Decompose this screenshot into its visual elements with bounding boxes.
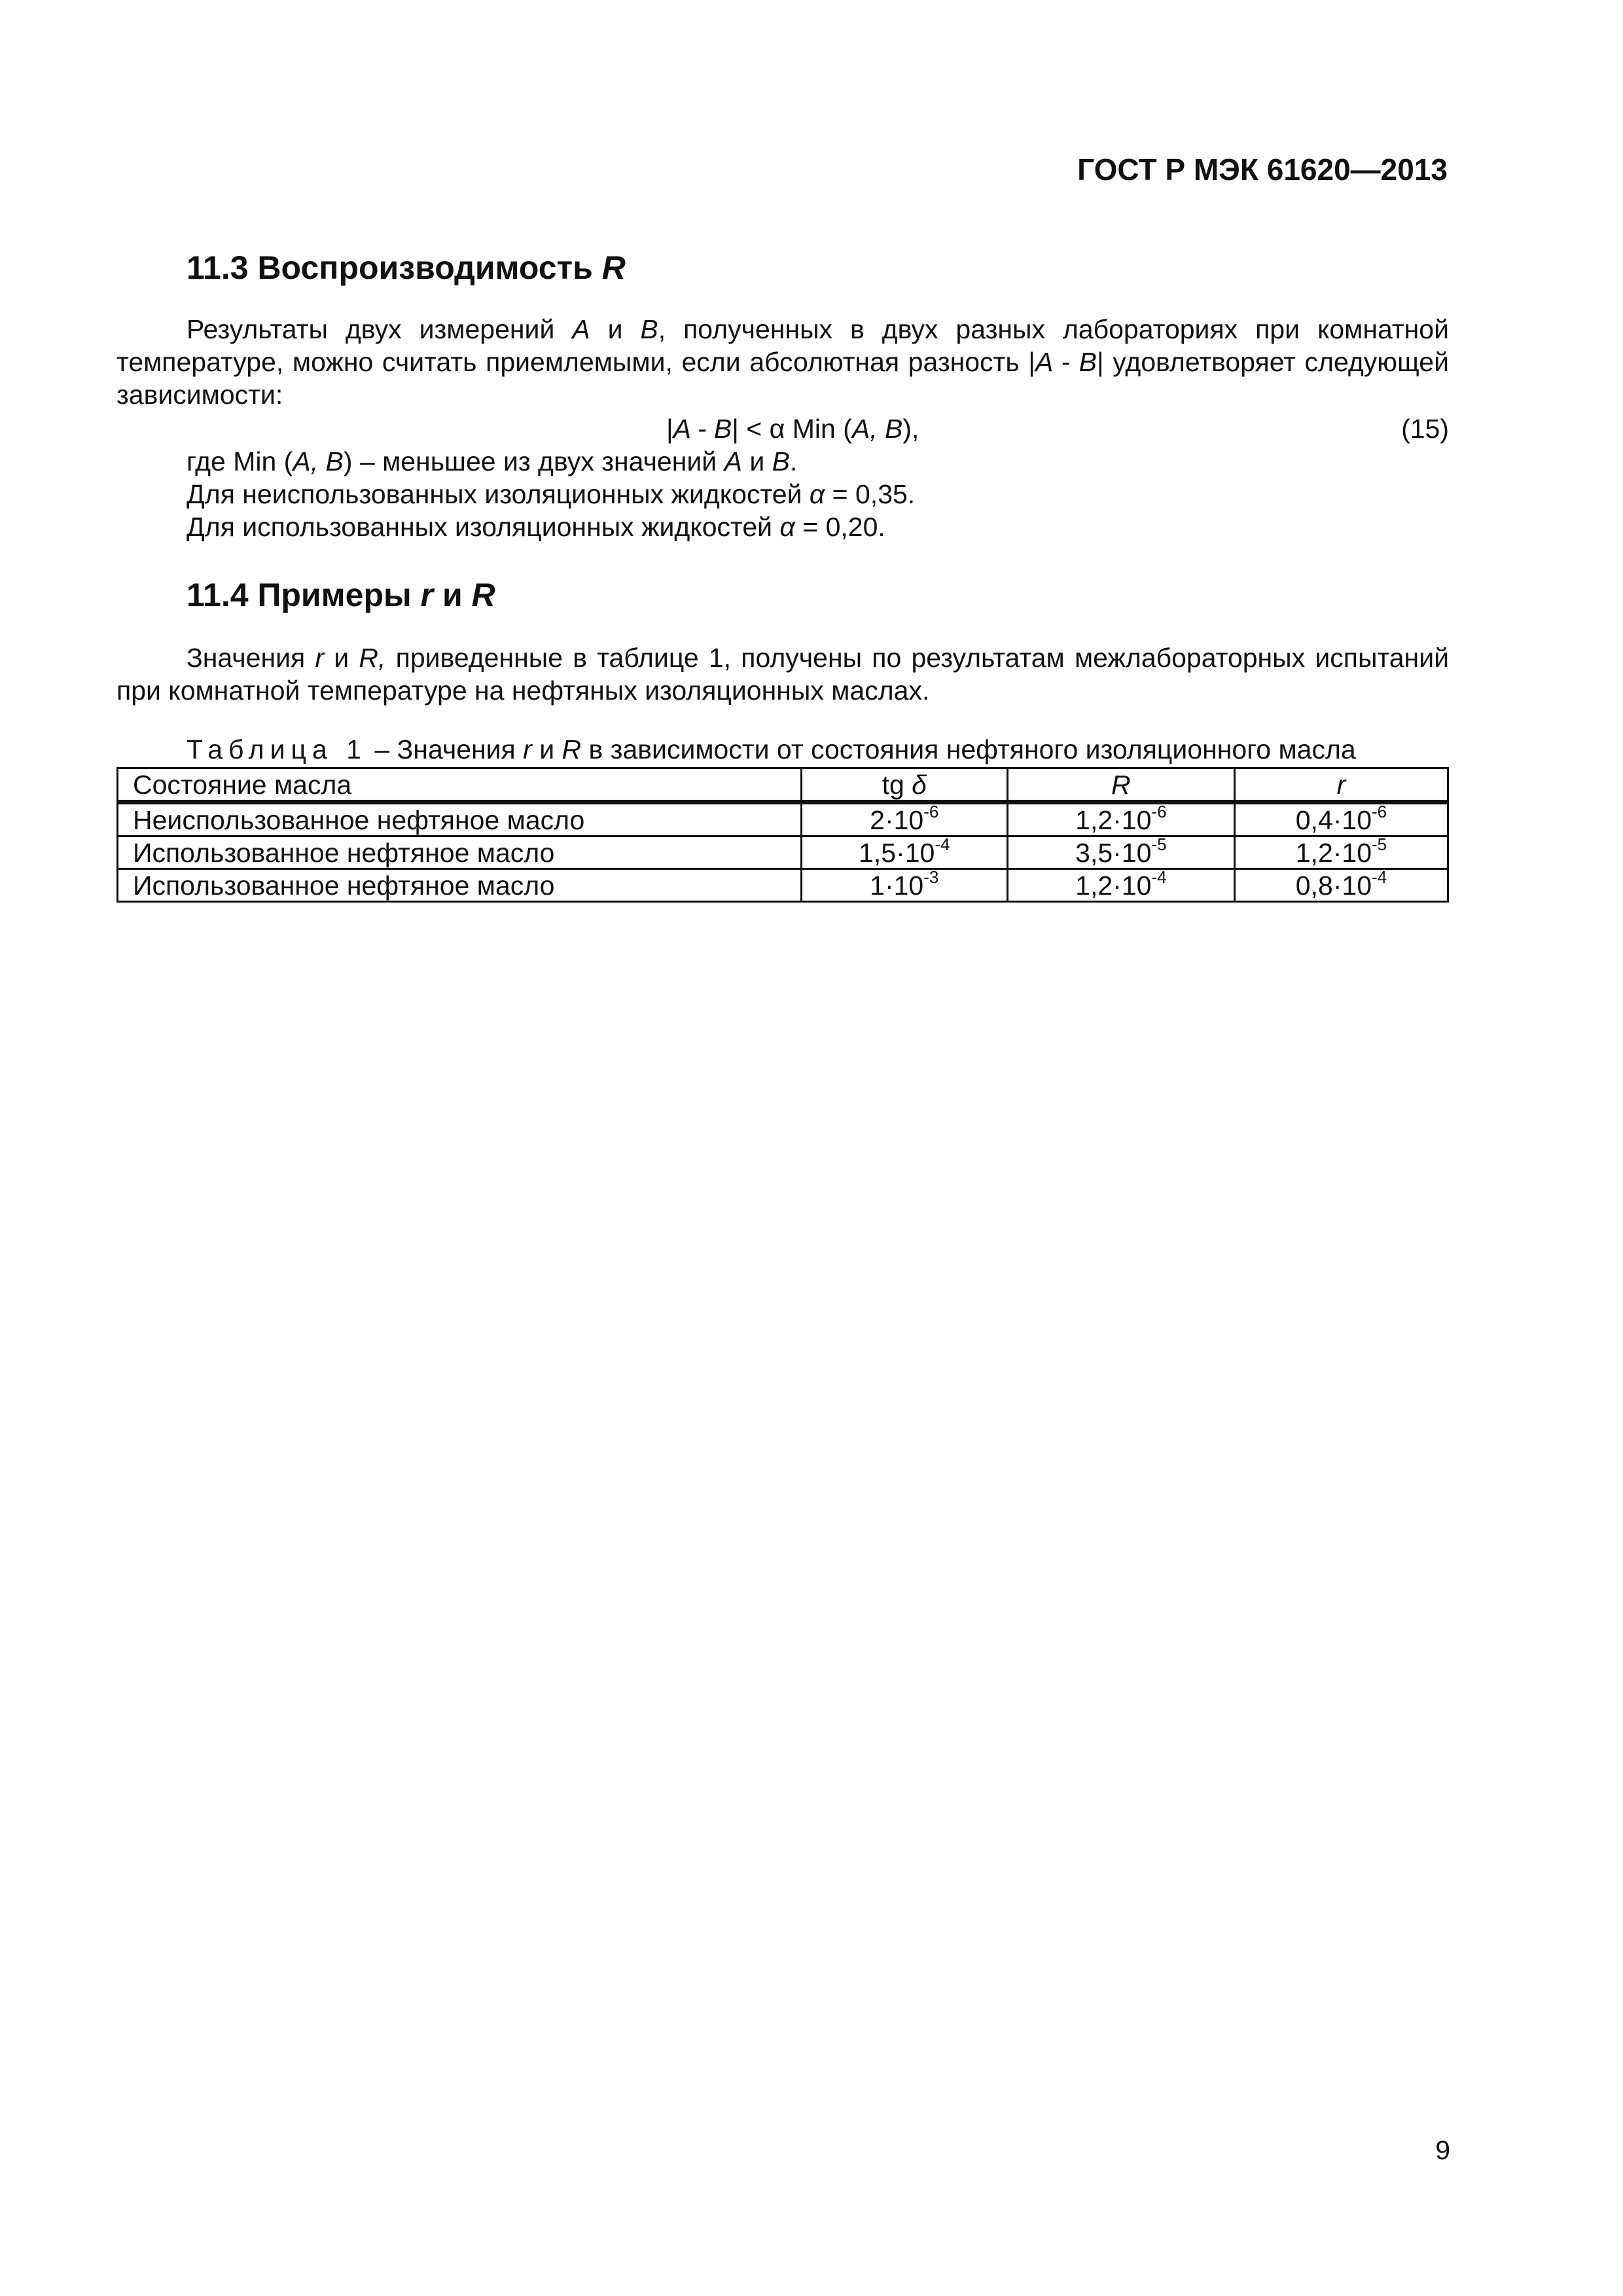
header-tg-delta: tg δ: [801, 768, 1007, 802]
section-11-3-heading: 11.3 Воспроизводимость R: [187, 249, 626, 286]
cell-r: $0,4\cdot 10^{-6}$: [1234, 802, 1448, 836]
section-11-4-paragraph: Значения r и R, приведенные в таблице 1, получены по результатам межлабораторных испытаний при комнатной температуре на нефтяных изоляционных маслах.: [116, 643, 1450, 706]
table-caption: Таблица 1 – Значения r и R в зависимости от состояния нефтяного изоляционного масла: [187, 734, 1356, 764]
section-11-4-heading: 11.4 Примеры r и R: [187, 577, 495, 613]
header-r: r: [1234, 768, 1448, 802]
cell-R: $1,2\cdot 10^{-6}$: [1007, 802, 1234, 836]
cell-state: Использованное нефтяное масло: [118, 869, 802, 902]
cell-R: $1,2\cdot 10^{-4}$: [1007, 869, 1234, 902]
unused-fluids-alpha: Для неиспользованных изоляционных жидкостей α = 0,35.: [187, 479, 916, 509]
cell-tg-delta: $1\cdot 10^{-3}$: [801, 869, 1007, 902]
cell-tg-delta: $1,5\cdot 10^{-4}$: [801, 836, 1007, 869]
where-clause: где Min (A, B) – меньшее из двух значений A и B.: [187, 446, 798, 476]
cell-state: Неиспользованное нефтяное масло: [118, 802, 802, 836]
cell-r: $0,8\cdot 10^{-4}$: [1234, 869, 1448, 902]
cell-state: Использованное нефтяное масло: [118, 836, 802, 869]
page-number: 9: [1435, 2135, 1450, 2165]
table-row: [118, 836, 1448, 869]
header-R: R: [1007, 768, 1234, 802]
formula-15: |A - B| < α Min (A, B),: [666, 414, 919, 444]
table-row: [118, 869, 1448, 902]
table-row: [118, 802, 1448, 836]
cell-R: $3,5\cdot 10^{-5}$: [1007, 836, 1234, 869]
section-11-3-paragraph: Результаты двух измерений A и B, полученных в двух разных лабораториях при комнатной температуре, можно считать приемлемыми, если абсолютная разность |A - B| удовлетворяет следующей зависимости:: [116, 314, 1449, 410]
used-fluids-alpha: Для использованных изоляционных жидкостей α = 0,20.: [187, 512, 885, 542]
cell-r: $1,2\cdot 10^{-5}$: [1234, 836, 1448, 869]
document-code: ГОСТ Р МЭК 61620—2013: [1077, 152, 1448, 187]
data-table: [116, 767, 1449, 903]
header-state: Состояние масла: [118, 768, 802, 802]
equation-number: (15): [1401, 414, 1449, 444]
table-header-row: [118, 768, 1448, 802]
cell-tg-delta: $2\cdot 10^{-6}$: [801, 802, 1007, 836]
